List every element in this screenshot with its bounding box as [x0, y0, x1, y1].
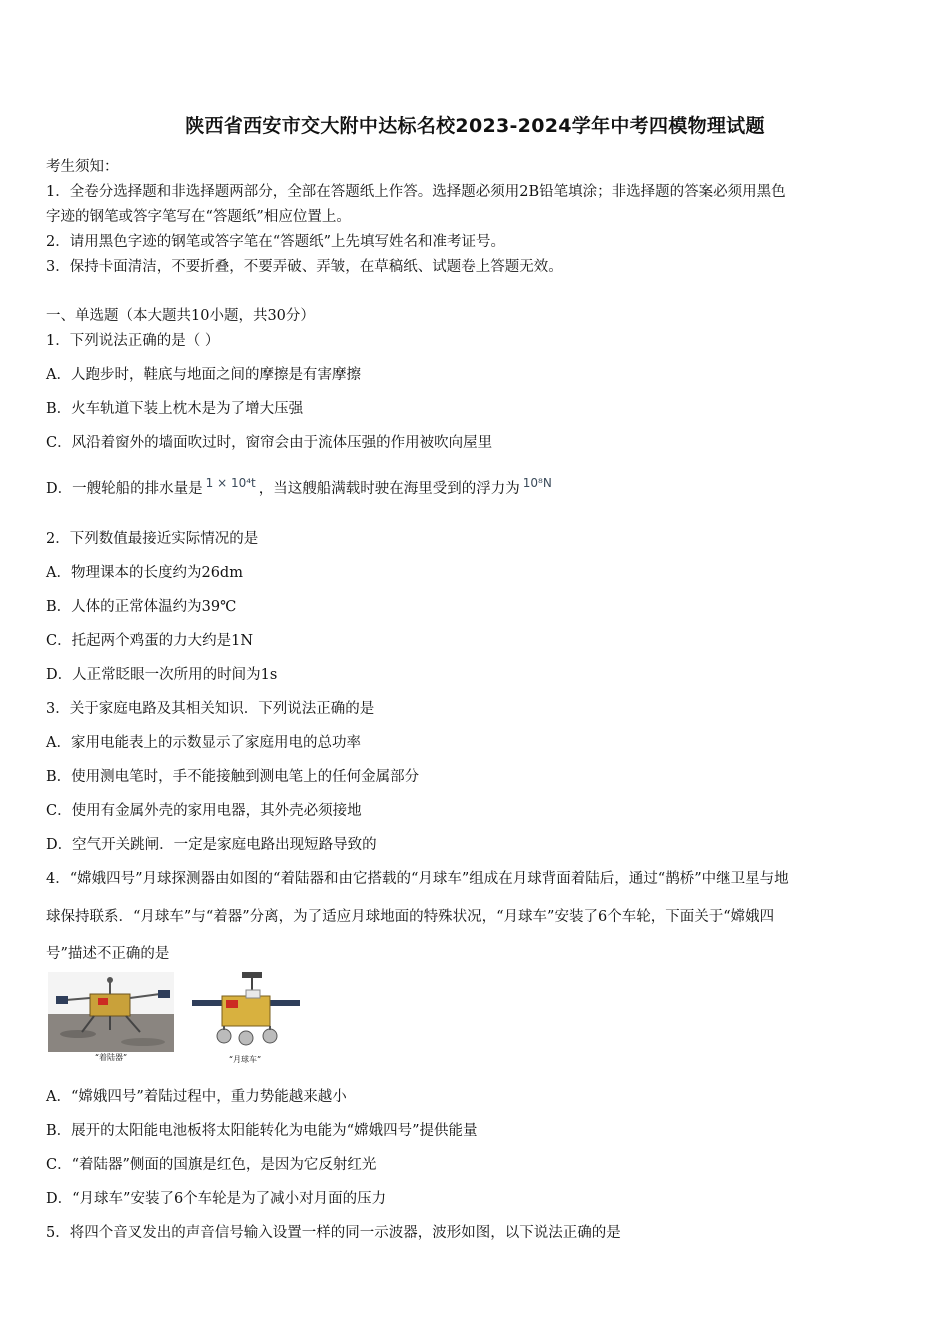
notice-heading: 考生须知： [46, 159, 119, 175]
q3-stem: 3．关于家庭电路及其相关知识．下列说法正确的是 [46, 701, 375, 717]
math-displacement: 1 × 10⁴t [205, 476, 256, 490]
rover-caption: “月球车” [228, 1055, 262, 1064]
q4-option-a: A．“嫦娥四号”着陆过程中，重力势能越来越小 [46, 1089, 347, 1105]
q2-option-a: A．物理课本的长度约为26dm [46, 565, 243, 581]
q3-option-b: B．使用测电笔时，手不能接触到测电笔上的任何金属部分 [46, 769, 420, 785]
q3-option-c: C．使用有金属外壳的家用电器，其外壳必须接地 [46, 803, 362, 819]
math-buoyancy: 10⁸N [522, 476, 552, 490]
q4-stem-line-3: 号”描述不正确的是 [46, 946, 170, 962]
q1-option-d-prefix: D．一艘轮船的排水量是 [46, 481, 203, 497]
notice-item-2: 2．请用黑色字迹的钢笔或答字笔在“答题纸”上先填写姓名和准考证号。 [46, 234, 506, 250]
lander-figure [48, 972, 174, 1064]
q1-option-d [46, 477, 555, 498]
notice-item-3: 3．保持卡面清洁，不要折叠，不要弄破、弄皱，在草稿纸、试题卷上答题无效。 [46, 259, 563, 275]
q1-option-c: C．风沿着窗外的墙面吹过时，窗帘会由于流体压强的作用被吹向屋里 [46, 435, 493, 451]
rover-figure [186, 970, 304, 1066]
q1-stem: 1．下列说法正确的是（ ） [46, 333, 220, 349]
q1-option-d-middle: ，当这艘船满载时驶在海里受到的浮力为 [258, 481, 520, 497]
q4-stem-line-1: 4．“嫦娥四号”月球探测器由如图的“着陆器和由它搭载的“月球车”组成在月球背面着陆后，通过“鹊桥”中继卫星与地 [46, 871, 789, 887]
q3-option-d: D．空气开关跳闸．一定是家庭电路出现短路导致的 [46, 837, 377, 853]
q2-option-d: D．人正常眨眼一次所用的时间为1s [46, 667, 278, 683]
q4-option-d: D．“月球车”安装了6个车轮是为了减小对月面的压力 [46, 1191, 387, 1207]
q1-option-a: A．人跑步时，鞋底与地面之间的摩擦是有害摩擦 [46, 367, 361, 383]
notice-item-1-cont: 字迹的钢笔或答字笔写在“答题纸”相应位置上。 [46, 209, 351, 225]
lander-image [48, 972, 174, 1052]
section-heading: 一、单选题（本大题共10小题，共30分） [46, 308, 315, 324]
q2-stem: 2．下列数值最接近实际情况的是 [46, 531, 259, 547]
rover-image [186, 970, 304, 1054]
q2-option-b: B．人体的正常体温约为39℃ [46, 599, 237, 615]
q2-option-c: C．托起两个鸡蛋的力大约是1N [46, 633, 254, 649]
q1-option-b: B．火车轨道下装上枕木是为了增大压强 [46, 401, 304, 417]
lander-caption: “着陆器” [94, 1053, 128, 1062]
q3-option-a: A．家用电能表上的示数显示了家庭用电的总功率 [46, 735, 361, 751]
q4-stem-line-2: 球保持联系．“月球车”与“着器”分离，为了适应月球地面的特殊状况，“月球车”安装了6个车轮，下面关于“嫦娥四 [46, 909, 775, 925]
q4-option-c: C．“着陆器”侧面的国旗是红色，是因为它反射红光 [46, 1157, 377, 1173]
page-title: 陕西省西安市交大附中达标名校2023-2024学年中考四模物理试题 [185, 115, 765, 137]
q4-option-b: B．展开的太阳能电池板将太阳能转化为电能为“嫦娥四号”提供能量 [46, 1123, 478, 1139]
notice-item-1: 1．全卷分选择题和非选择题两部分，全部在答题纸上作答。选择题必须用2B铅笔填涂；非选择题的答案必须用黑色 [46, 184, 786, 200]
q5-stem: 5．将四个音叉发出的声音信号输入设置一样的同一示波器，波形如图，以下说法正确的是 [46, 1225, 621, 1241]
